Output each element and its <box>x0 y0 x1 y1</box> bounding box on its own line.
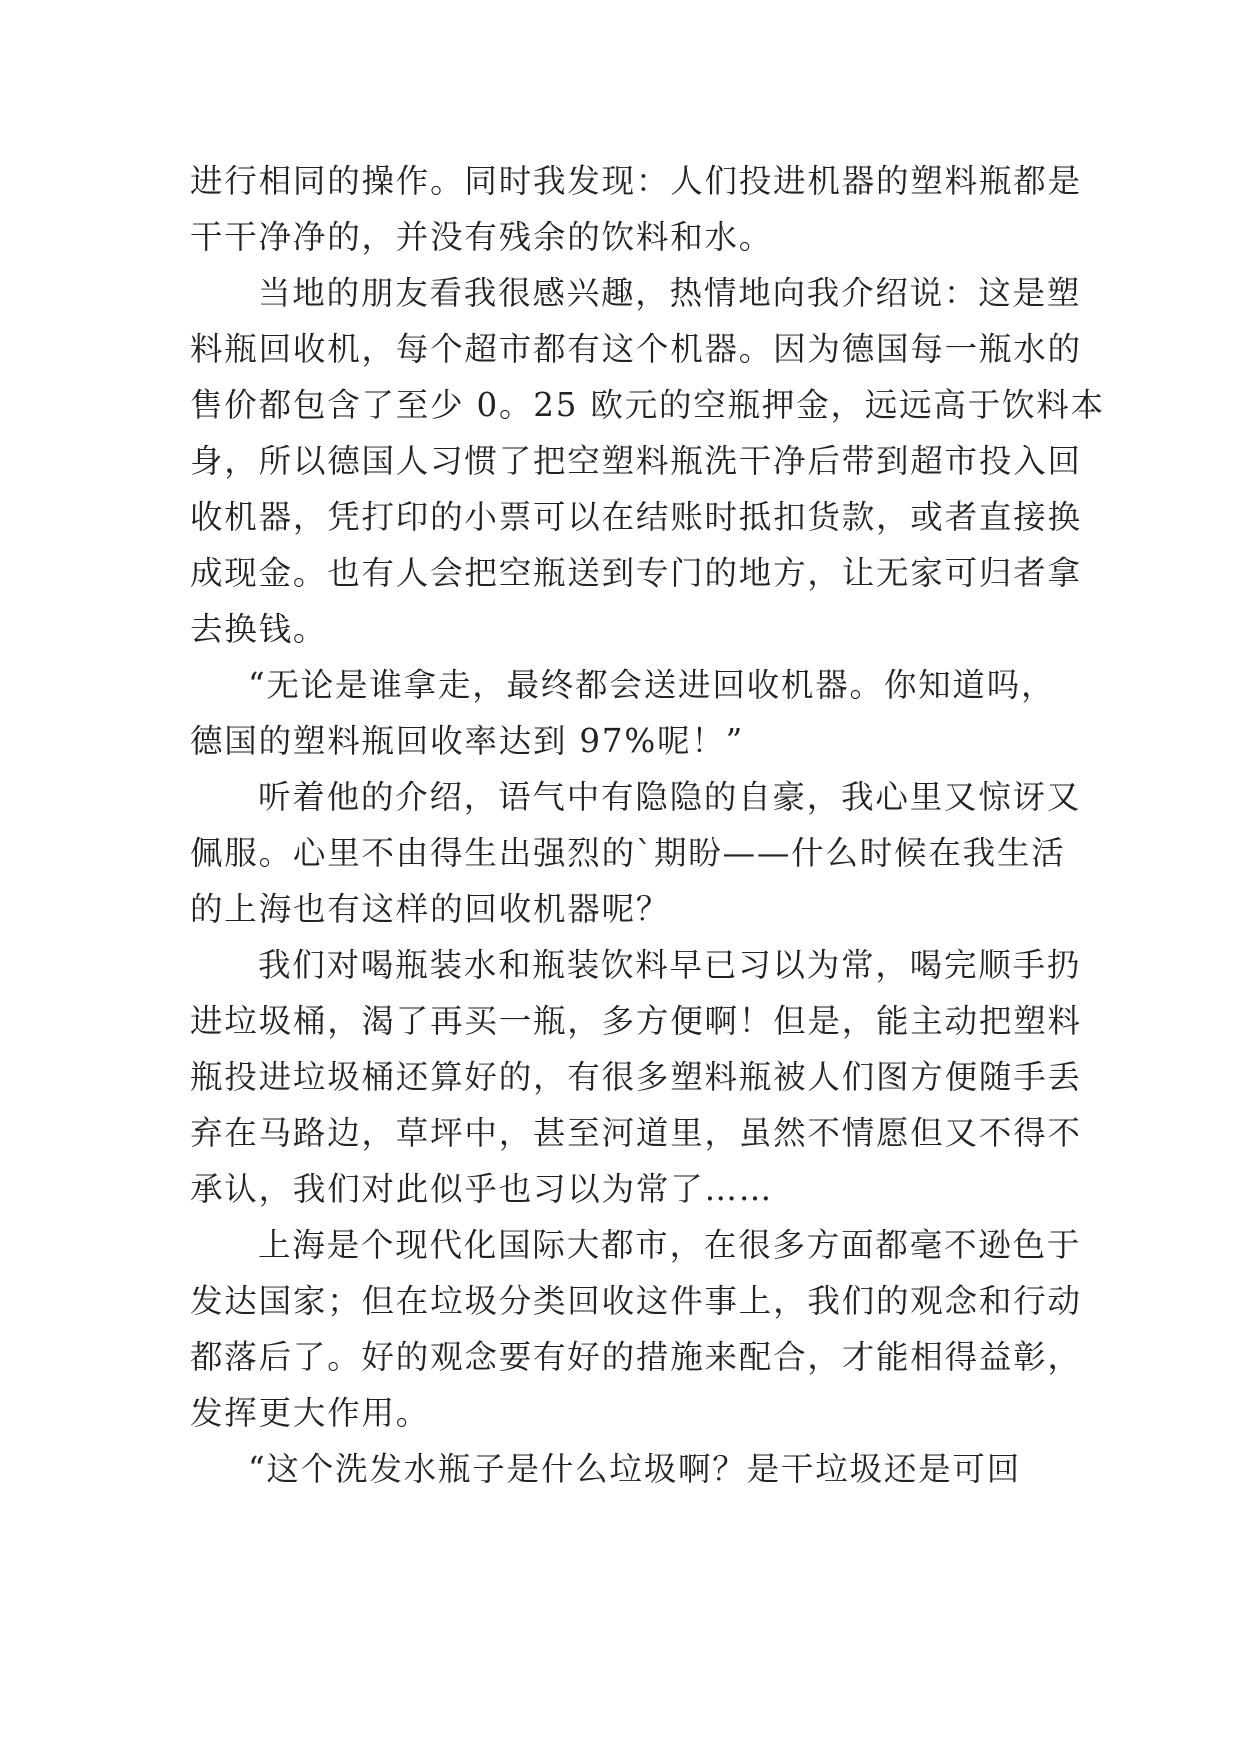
paragraph-3-quote <box>190 657 1056 769</box>
text-line: 进垃圾桶，渴了再买一瓶，多方便啊！但是，能主动把塑料 <box>190 1002 1082 1040</box>
paragraph-6 <box>190 1217 1082 1441</box>
text-line: 佩服。心里不由得生出强烈的`期盼——什么时候在我生活 <box>190 834 1066 872</box>
document-body <box>190 153 1105 1497</box>
text-line: 进行相同的操作。同时我发现：人们投进机器的塑料瓶都是 <box>190 162 1082 200</box>
paragraph-4 <box>190 769 1082 937</box>
text-line: 当地的朋友看我很感兴趣，热情地向我介绍说：这是塑 <box>258 274 1082 312</box>
text-line: 承认，我们对此似乎也习以为常了…… <box>190 1170 774 1208</box>
text-line: 瓶投进垃圾桶还算好的，有很多塑料瓶被人们图方便随手丢 <box>190 1058 1082 1096</box>
paragraph-2 <box>190 265 1105 657</box>
paragraph-7-quote <box>190 1441 1050 1497</box>
text-line: 发挥更大作用。 <box>190 1394 431 1432</box>
text-line: 的上海也有这样的回收机器呢？ <box>190 890 671 928</box>
text-line: 都落后了。好的观念要有好的措施来配合，才能相得益彰， <box>190 1338 1082 1376</box>
text-line: 身，所以德国人习惯了把空塑料瓶洗干净后带到超市投入回 <box>190 442 1082 480</box>
text-line: 去换钱。 <box>190 610 328 648</box>
text-line: “这个洗发水瓶子是什么垃圾啊？是干垃圾还是可回 <box>248 1450 1022 1488</box>
text-line: 上海是个现代化国际大都市，在很多方面都毫不逊色于 <box>258 1226 1082 1264</box>
text-line: “无论是谁拿走，最终都会送进回收机器。你知道吗， <box>248 666 1056 704</box>
text-line: 料瓶回收机，每个超市都有这个机器。因为德国每一瓶水的 <box>190 330 1082 368</box>
text-line: 干干净净的，并没有残余的饮料和水。 <box>190 218 774 256</box>
text-line: 发达国家；但在垃圾分类回收这件事上，我们的观念和行动 <box>190 1282 1082 1320</box>
text-line: 成现金。也有人会把空瓶送到专门的地方，让无家可归者拿 <box>190 554 1082 592</box>
text-line: 听着他的介绍，语气中有隐隐的自豪，我心里又惊讶又 <box>258 778 1082 816</box>
text-line: 收机器，凭打印的小票可以在结账时抵扣货款，或者直接换 <box>190 498 1082 536</box>
text-line: 我们对喝瓶装水和瓶装饮料早已习以为常，喝完顺手扔 <box>258 946 1082 984</box>
text-line: 德国的塑料瓶回收率达到 97%呢！” <box>190 722 745 760</box>
paragraph-5 <box>190 937 1082 1217</box>
paragraph-1 <box>190 153 1082 265</box>
text-line: 售价都包含了至少 0。25 欧元的空瓶押金，远远高于饮料本 <box>190 386 1105 424</box>
text-line: 弃在马路边，草坪中，甚至河道里，虽然不情愿但又不得不 <box>190 1114 1082 1152</box>
